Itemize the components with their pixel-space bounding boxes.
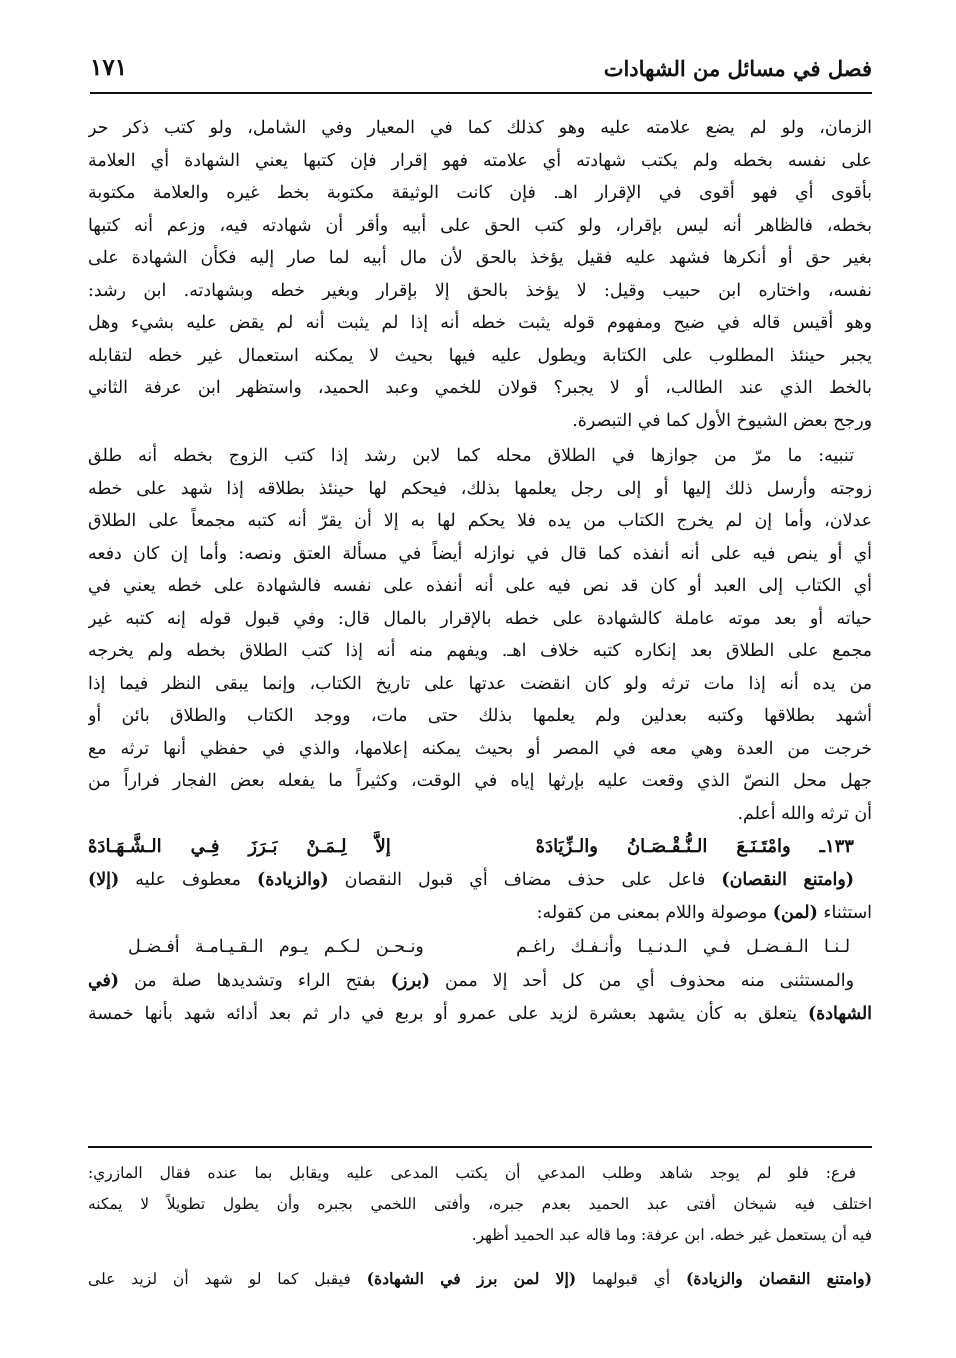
text-line: أي الكتاب إلى العبد أو كان قد نص فيه على أنه أنفذه على نفسه فالشهادة على خطه يعني في <box>88 576 872 596</box>
text-line: وهو أقيس قاله في ضيح ومفهوم قوله يثبت خطه أنه إذا لم يثبت أنه لم يقض عليه بشيء وهل <box>88 313 872 333</box>
footnote-divider <box>88 1146 872 1148</box>
verse-first-hemistich: وامْتَـنَـعَ الـنُّـقْـصَـانُ والـزِّيَادَهْ <box>535 836 791 857</box>
footnotes <box>88 1158 872 1294</box>
text-line: تنبيه: ما مرّ من جوازها في الطلاق محله كما لابن رشد إذا كتب الزوج بخطه أنه طلق <box>88 446 854 466</box>
text-line: أن ترثه والله أعلم. <box>737 803 872 824</box>
commentary-line: استثناء (لمن) موصولة واللام بمعنى من كقوله: <box>536 902 872 923</box>
text-line: جهل محل النصّ الذي وقعت عليه بإرثها إياه في الوقت، وكثيراً ما يفعله بعض الفجار فراراً من <box>88 771 872 791</box>
text-line: بخطه، فالظاهر أنه ليس بإقرار، ولو كتب الحق على أبيه وأقر أن شهادته فيه، وزعم أنه كتبها <box>88 215 872 236</box>
verse-second-hemistich: إلاَّ لِـمَـنْ بَـرَزَ فِـي الـشَّـهَـادَهْ <box>88 836 391 857</box>
text-line: عدلان، وأما إن لم يخرج الكتاب من يده فلا يحكم لها به إلا أن يقرّ أنه كتبه مجمعاً على الطلاق <box>88 511 872 531</box>
text-line: على نفسه بخطه ولم يكتب شهادته أي علامته فهو إقرار فإن كتبها يعني الشهادة أي العلامة <box>88 150 872 171</box>
text-line: من يده أنه إذا مات ترثه ولو كان انقضت عدتها على تاريخ الكتاب، وإنما يبقى النظر فيما إذا <box>88 673 872 694</box>
poem-hemistich-2: ونـحـن لـكـم يـوم الـقـيـامـة أفـضـل <box>128 937 424 957</box>
commentary-line: (وامتنع النقصان) فاعل على حذف مضاف أي قبول النقصان (والزيادة) معطوف عليه (إلا) <box>88 870 854 890</box>
footnote-line: فيه أن يستعمل غير خطه. ابن عرفة: وما قاله عبد الحميد أظهر. <box>471 1226 872 1244</box>
text-line: بغير حق أو أنكرها فشهد عليه فقيل يؤخذ بالحق لأن مال أبيه لما صار إليه فكأن الشهادة على <box>88 248 872 268</box>
verse-number: ١٣٣ـ <box>819 836 854 857</box>
main-text <box>88 112 872 1030</box>
text-line: مجمع على الطلاق بعد إنكاره كتبه خلاف اهـ. ويفهم منه أنه إذا كتب الطلاق بخطه ولم يخرجه <box>88 641 872 661</box>
page-number: ١٧١ <box>90 54 128 81</box>
text-line: ورجح بعض الشيوخ الأول كما في التبصرة. <box>572 410 872 431</box>
text-line: بأقوى أي فهو أقوى في الإقرار اهـ. فإن كانت الوثيقة مكتوبة بخط غيره والعلامة مكتوبة <box>88 183 872 203</box>
commentary-line: والمستثنى منه محذوف أي من كل أحد إلا ممن (برز) بفتح الراء وتشديدها صلة من (في <box>88 971 854 991</box>
paragraph-1 <box>88 112 872 437</box>
text-line: بالخط الذي عند الطالب، أو لا يجبر؟ قولان للخمي وعبد الحميد، واستظهر ابن عرفة الثاني <box>88 378 872 398</box>
poem-hemistich-1: لـنـا الـفـضـل فـي الـدنـيـا وأنـفـك راغـم <box>516 937 850 957</box>
text-line: يجبر حينئذ المطلوب على الكتابة ويطول عليه فيها بحيث لا يمكنه استعمال غير خطه لتقابله <box>88 345 872 366</box>
commentary-line: الشهادة) يتعلق به كأن يشهد بعشرة لزيد على عمرو أو بربع في دار ثم بعد أدائه شهد بأنها خمسة <box>88 1003 872 1024</box>
text-line: الزمان، ولو لم يضع علامته عليه وهو كذلك كما في المعيار وفي الشامل، ولو كتب ذكر حر <box>88 118 872 138</box>
verse-line <box>88 830 872 864</box>
chapter-title: فصل في مسائل من الشهادات <box>603 56 872 81</box>
footnote-line: فرع: فلو لم يوجد شاهد وطلب المدعي أن يكتب المدعى عليه ويقابل بما عنده فقال المازري: <box>88 1164 856 1182</box>
text-line: نفسه، واختاره ابن حبيب وقيل: لا يؤخذ بالحق إلا بإقرار وبغير خطه وبشهادته. ابن رشد: <box>88 280 872 301</box>
page-header <box>90 52 872 94</box>
text-line: زوجته وأرسل ذلك إليها أو إلى رجل يعلمها بذلك، فيحكم لها حينئذ بطلاقه إذا شهد على خطه <box>88 478 872 499</box>
poem-verse <box>88 929 872 965</box>
text-line: أشهد بطلاقها وكتبه بعدلين ولم يعلمها بذلك حتى مات، ووجد الكتاب والطلاق بائن أو <box>88 706 872 726</box>
text-line: أي أو ينص فيه على أنه أنفذه كما قال في نوازله أيضاً في مسألة العتق ونصه: وأما إن كان دفعه <box>88 543 872 564</box>
footnote-line: (وامتنع النقصان والزيادة) أي قبولهما (إلا لمن برز في الشهادة) فيقبل كما لو شهد أن لزيد على <box>88 1269 872 1288</box>
text-line: خرجت من العدة وهي معه في المصر أو بحيث يمكنه إعلامها، والذي في حفظي أنها ترثه مع <box>88 738 872 759</box>
footnote-line: اختلف فيه شيخان أفتى عبد الحميد بعدم جبره، وأفتى اللخمي بجبره وأن يطول تطويلاً لا يمكنه <box>88 1195 872 1213</box>
paragraph-2 <box>88 440 872 830</box>
text-line: حياته أو بعد موته عاملة كالشهادة على خطه بالإقرار بالمال قال: وفي قبول قوله إنه كتبه غير <box>88 608 872 629</box>
